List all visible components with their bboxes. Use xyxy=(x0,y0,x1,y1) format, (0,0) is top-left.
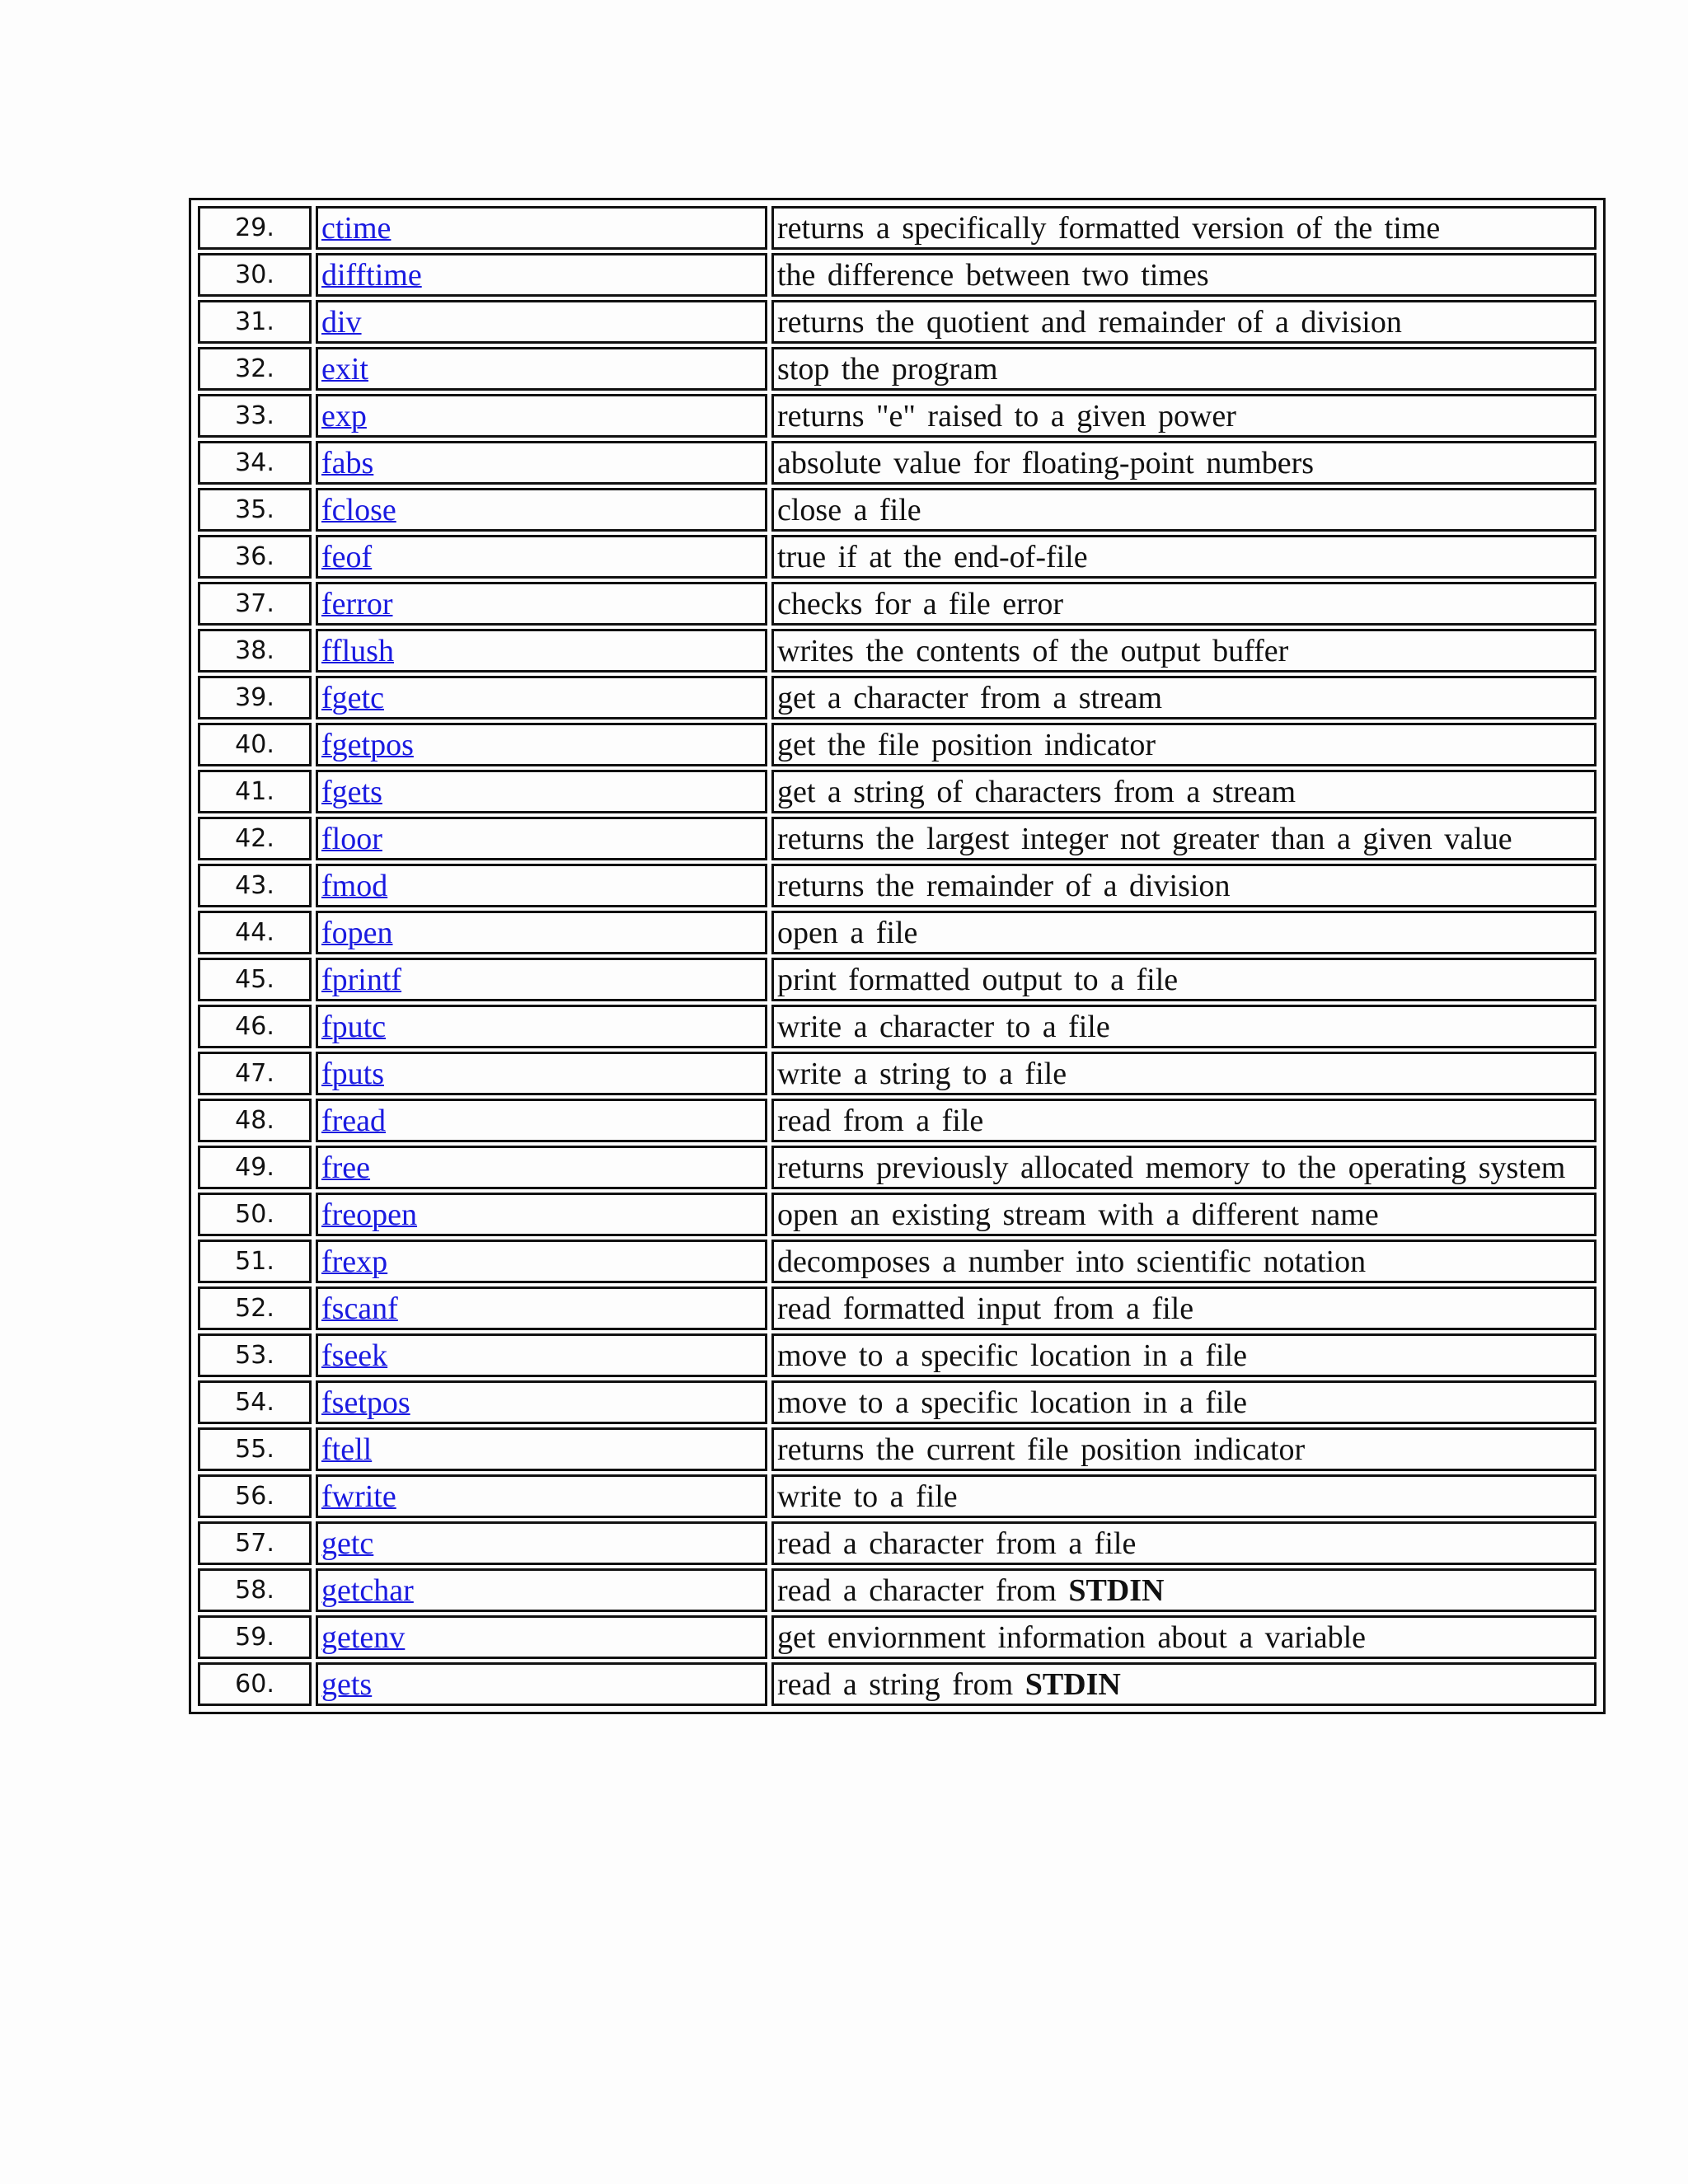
row-number: 50. xyxy=(198,1193,312,1236)
description-text: decomposes a number into scientific notation xyxy=(777,1244,1367,1279)
function-name-cell xyxy=(316,488,767,532)
function-name-cell xyxy=(316,582,767,626)
function-table-frame xyxy=(189,198,1606,1714)
function-link[interactable]: exp xyxy=(321,398,367,434)
table-row xyxy=(198,1474,1597,1518)
description-text: writes the contents of the output buffer xyxy=(777,633,1289,668)
row-number: 43. xyxy=(198,864,312,907)
function-description xyxy=(771,1193,1597,1236)
description-text: get enviornment information about a variable xyxy=(777,1619,1367,1655)
description-text: read from a file xyxy=(777,1103,984,1138)
row-number: 47. xyxy=(198,1052,312,1095)
function-name-cell xyxy=(316,1521,767,1565)
function-name-cell xyxy=(316,1099,767,1142)
function-link[interactable]: fputs xyxy=(321,1056,384,1091)
row-number: 29. xyxy=(198,206,312,250)
function-description xyxy=(771,958,1597,1001)
table-row xyxy=(198,1286,1597,1330)
description-text: returns the remainder of a division xyxy=(777,868,1231,903)
table-row xyxy=(198,535,1597,579)
function-name-cell xyxy=(316,629,767,673)
function-link[interactable]: getc xyxy=(321,1526,374,1561)
function-name-cell xyxy=(316,817,767,860)
function-name-cell xyxy=(316,535,767,579)
description-text: absolute value for floating-point numbers xyxy=(777,445,1315,480)
row-number: 39. xyxy=(198,676,312,719)
function-description xyxy=(771,723,1597,766)
row-number: 49. xyxy=(198,1146,312,1189)
function-description xyxy=(771,676,1597,719)
row-number: 34. xyxy=(198,441,312,485)
function-link[interactable]: fwrite xyxy=(321,1479,396,1514)
description-text: checks for a file error xyxy=(777,586,1064,621)
function-description xyxy=(771,1615,1597,1659)
row-number: 54. xyxy=(198,1380,312,1424)
row-number: 46. xyxy=(198,1005,312,1048)
row-number: 59. xyxy=(198,1615,312,1659)
description-text: returns the quotient and remainder of a division xyxy=(777,304,1402,340)
function-link[interactable]: fputc xyxy=(321,1009,387,1044)
row-number: 53. xyxy=(198,1333,312,1377)
description-bold-term: STDIN xyxy=(1025,1666,1121,1702)
table-row xyxy=(198,1193,1597,1236)
table-row xyxy=(198,1240,1597,1283)
row-number: 51. xyxy=(198,1240,312,1283)
table-row xyxy=(198,958,1597,1001)
function-name-cell xyxy=(316,1427,767,1471)
function-link[interactable]: ctime xyxy=(321,210,392,246)
table-row xyxy=(198,394,1597,438)
function-name-cell xyxy=(316,1568,767,1612)
table-row xyxy=(198,1380,1597,1424)
row-number: 37. xyxy=(198,582,312,626)
function-description xyxy=(771,1052,1597,1095)
row-number: 42. xyxy=(198,817,312,860)
function-name-cell xyxy=(316,723,767,766)
function-name-cell xyxy=(316,206,767,250)
function-link[interactable]: freopen xyxy=(321,1197,418,1232)
function-description xyxy=(771,206,1597,250)
row-number: 57. xyxy=(198,1521,312,1565)
description-text: read a character from a file xyxy=(777,1526,1137,1561)
function-link[interactable]: fseek xyxy=(321,1338,388,1373)
table-row xyxy=(198,1568,1597,1612)
function-name-cell xyxy=(316,864,767,907)
function-link[interactable]: fgetc xyxy=(321,680,384,715)
function-name-cell xyxy=(316,1333,767,1377)
description-text: write a string to a file xyxy=(777,1056,1067,1091)
table-row xyxy=(198,347,1597,391)
row-number: 58. xyxy=(198,1568,312,1612)
function-link[interactable]: fmod xyxy=(321,868,388,903)
function-link[interactable]: getchar xyxy=(321,1572,414,1608)
function-description xyxy=(771,1286,1597,1330)
row-number: 40. xyxy=(198,723,312,766)
function-description xyxy=(771,1146,1597,1189)
function-table-body xyxy=(198,206,1597,1706)
row-number: 41. xyxy=(198,770,312,813)
function-name-cell xyxy=(316,394,767,438)
description-text: stop the program xyxy=(777,351,998,387)
function-description xyxy=(771,1662,1597,1706)
function-name-cell xyxy=(316,1380,767,1424)
function-link[interactable]: feof xyxy=(321,539,373,574)
function-link[interactable]: fabs xyxy=(321,445,374,480)
function-name-cell xyxy=(316,347,767,391)
function-description xyxy=(771,300,1597,344)
function-description xyxy=(771,582,1597,626)
function-description xyxy=(771,441,1597,485)
function-name-cell xyxy=(316,1662,767,1706)
description-text: read a string from xyxy=(777,1666,1014,1702)
function-description xyxy=(771,817,1597,860)
function-description xyxy=(771,911,1597,954)
table-row xyxy=(198,1333,1597,1377)
function-name-cell xyxy=(316,1146,767,1189)
description-text: returns the current file position indicator xyxy=(777,1432,1306,1467)
function-description xyxy=(771,1099,1597,1142)
function-description xyxy=(771,629,1597,673)
row-number: 38. xyxy=(198,629,312,673)
table-row xyxy=(198,206,1597,250)
description-bold-term: STDIN xyxy=(1068,1572,1165,1608)
function-description xyxy=(771,488,1597,532)
row-number: 55. xyxy=(198,1427,312,1471)
table-row xyxy=(198,1427,1597,1471)
function-name-cell xyxy=(316,253,767,297)
function-link[interactable]: fprintf xyxy=(321,962,402,997)
function-link[interactable]: fscanf xyxy=(321,1291,398,1326)
table-row xyxy=(198,629,1597,673)
row-number: 36. xyxy=(198,535,312,579)
description-text: returns a specifically formatted version of the time xyxy=(777,210,1441,246)
function-name-cell xyxy=(316,770,767,813)
row-number: 33. xyxy=(198,394,312,438)
function-name-cell xyxy=(316,676,767,719)
table-row xyxy=(198,582,1597,626)
function-link[interactable]: gets xyxy=(321,1666,373,1702)
function-description xyxy=(771,864,1597,907)
function-description xyxy=(771,394,1597,438)
description-text: returns previously allocated memory to the operating system xyxy=(777,1150,1566,1185)
description-text: read formatted input from a file xyxy=(777,1291,1194,1326)
description-text: close a file xyxy=(777,492,921,527)
function-name-cell xyxy=(316,1052,767,1095)
function-description xyxy=(771,1380,1597,1424)
function-description xyxy=(771,770,1597,813)
description-text: write a character to a file xyxy=(777,1009,1110,1044)
description-text: returns the largest integer not greater than a given value xyxy=(777,821,1512,856)
function-description xyxy=(771,1474,1597,1518)
row-number: 48. xyxy=(198,1099,312,1142)
description-text: move to a specific location in a file xyxy=(777,1338,1247,1373)
description-text: true if at the end-of-file xyxy=(777,539,1088,574)
function-link[interactable]: ftell xyxy=(321,1432,373,1467)
table-row xyxy=(198,1052,1597,1095)
function-link[interactable]: fopen xyxy=(321,915,393,950)
description-text: open a file xyxy=(777,915,918,950)
description-text: get a string of characters from a stream xyxy=(777,774,1296,809)
row-number: 31. xyxy=(198,300,312,344)
function-table xyxy=(194,203,1601,1709)
table-row xyxy=(198,1146,1597,1189)
function-name-cell xyxy=(316,1005,767,1048)
table-row xyxy=(198,488,1597,532)
function-link[interactable]: exit xyxy=(321,351,368,387)
function-name-cell xyxy=(316,1286,767,1330)
table-row xyxy=(198,723,1597,766)
function-link[interactable]: fclose xyxy=(321,492,396,527)
function-name-cell xyxy=(316,1615,767,1659)
description-text: get a character from a stream xyxy=(777,680,1163,715)
row-number: 32. xyxy=(198,347,312,391)
row-number: 44. xyxy=(198,911,312,954)
description-text: returns "e" raised to a given power xyxy=(777,398,1236,434)
function-description xyxy=(771,1333,1597,1377)
function-link[interactable]: fgetpos xyxy=(321,727,414,762)
function-link[interactable]: div xyxy=(321,304,362,340)
function-link[interactable]: fsetpos xyxy=(321,1385,410,1420)
row-number: 30. xyxy=(198,253,312,297)
table-row xyxy=(198,1521,1597,1565)
function-name-cell xyxy=(316,1474,767,1518)
function-link[interactable]: frexp xyxy=(321,1244,388,1279)
function-link[interactable]: floor xyxy=(321,821,382,856)
description-text: read a character from xyxy=(777,1572,1057,1608)
function-name-cell xyxy=(316,1193,767,1236)
row-number: 56. xyxy=(198,1474,312,1518)
function-name-cell xyxy=(316,1240,767,1283)
table-row xyxy=(198,253,1597,297)
description-text: print formatted output to a file xyxy=(777,962,1179,997)
function-description xyxy=(771,1521,1597,1565)
function-link[interactable]: ferror xyxy=(321,586,393,621)
function-description xyxy=(771,253,1597,297)
function-name-cell xyxy=(316,958,767,1001)
table-row xyxy=(198,1099,1597,1142)
function-description xyxy=(771,1240,1597,1283)
function-link[interactable]: fflush xyxy=(321,633,394,668)
function-name-cell xyxy=(316,911,767,954)
description-text: move to a specific location in a file xyxy=(777,1385,1247,1420)
function-description xyxy=(771,535,1597,579)
function-name-cell xyxy=(316,300,767,344)
table-row xyxy=(198,1662,1597,1706)
table-row xyxy=(198,300,1597,344)
description-text: get the file position indicator xyxy=(777,727,1156,762)
row-number: 60. xyxy=(198,1662,312,1706)
function-link[interactable]: difftime xyxy=(321,257,422,293)
description-text: write to a file xyxy=(777,1479,958,1514)
table-row xyxy=(198,770,1597,813)
function-description xyxy=(771,1005,1597,1048)
function-description xyxy=(771,347,1597,391)
description-text: the difference between two times xyxy=(777,257,1209,293)
function-name-cell xyxy=(316,441,767,485)
table-row xyxy=(198,1005,1597,1048)
function-description xyxy=(771,1568,1597,1612)
table-row xyxy=(198,817,1597,860)
row-number: 45. xyxy=(198,958,312,1001)
table-row xyxy=(198,864,1597,907)
row-number: 52. xyxy=(198,1286,312,1330)
row-number: 35. xyxy=(198,488,312,532)
function-link[interactable]: getenv xyxy=(321,1619,406,1655)
table-row xyxy=(198,441,1597,485)
table-row xyxy=(198,1615,1597,1659)
description-text: open an existing stream with a different name xyxy=(777,1197,1379,1232)
function-link[interactable]: fread xyxy=(321,1103,387,1138)
function-link[interactable]: free xyxy=(321,1150,371,1185)
table-row xyxy=(198,911,1597,954)
function-description xyxy=(771,1427,1597,1471)
table-row xyxy=(198,676,1597,719)
function-link[interactable]: fgets xyxy=(321,774,382,809)
